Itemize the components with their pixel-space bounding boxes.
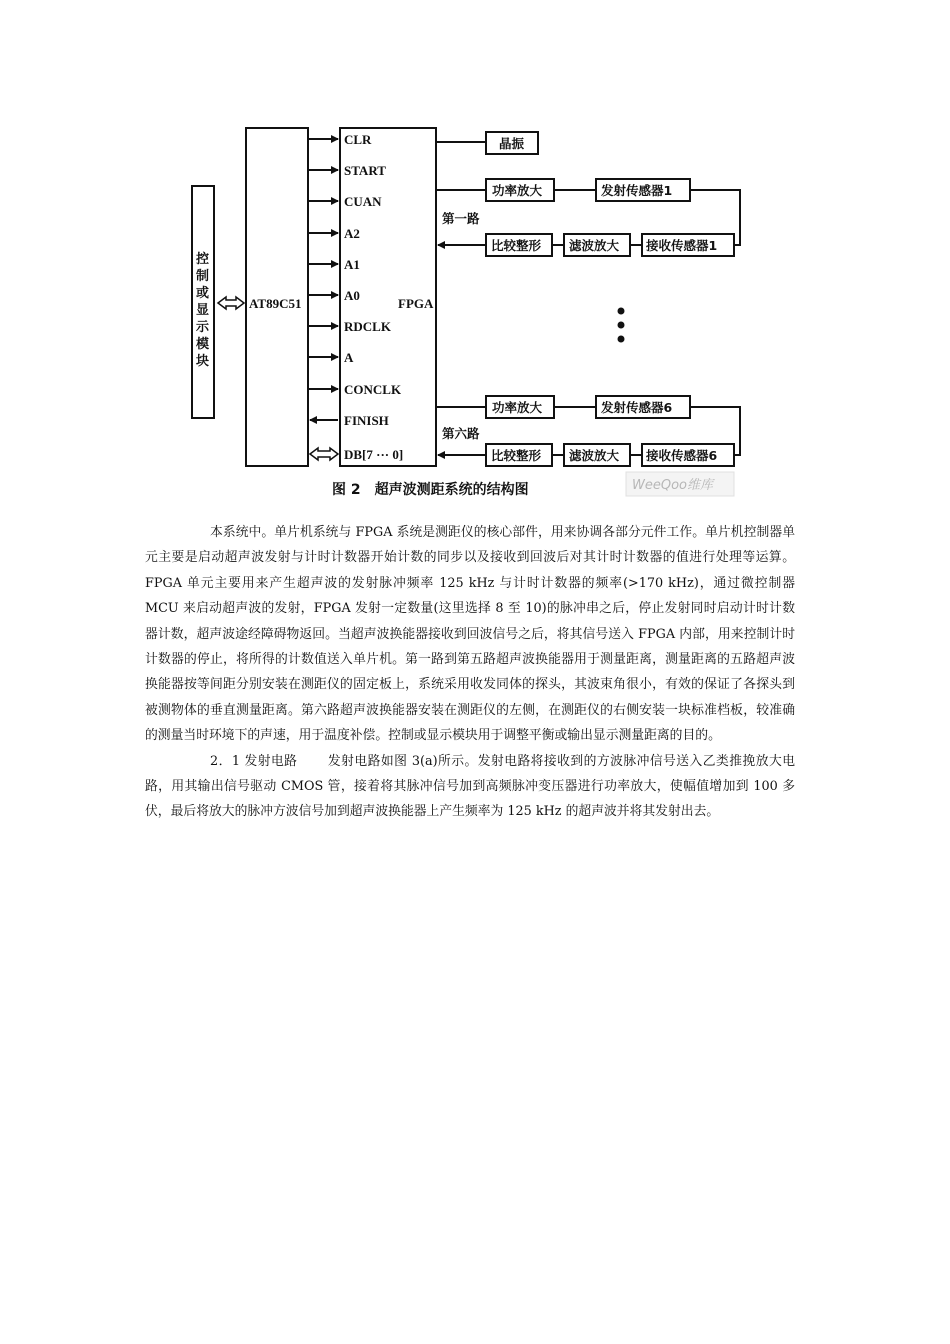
section-heading: 2．1 发射电路 [210,753,298,769]
pin-label: CLR [344,132,372,147]
ch1-transmit-sensor: 发射传感器1 [601,183,673,198]
channel-ellipsis [618,308,625,343]
watermark-text: WeeQoo维库 [632,478,713,493]
pin-label: CUAN [344,194,382,209]
db-bus-arrow [310,448,338,460]
mcu-block [246,128,308,466]
crystal-label: 晶振 [499,136,525,151]
ch6-compare-shape: 比较整形 [491,448,542,463]
article-body [145,520,795,825]
control-display-module [192,186,214,418]
ch6-power-amp: 功率放大 [492,400,543,415]
system-structure-figure [180,120,760,510]
ch1-filter-amp: 滤波放大 [569,238,620,253]
ch1-compare-shape: 比较整形 [491,238,542,253]
channel-1-label: 第一路 [442,211,480,226]
pin-label: RDCLK [344,319,391,334]
pin-label: A [344,350,354,365]
ch6-transmit-sensor: 发射传感器6 [601,400,673,415]
paragraph: 本系统中。单片机系统与 FPGA 系统是测距仪的核心部件，用来协调各部分元件工作。单片机控制器单元主要是启动超声波发射与计时计数器开始计数的同步以及接收到回波后对其计时计数器的值进行处理等运算。FPGA 单元主要用来产生超声波的发射脉冲频率 125 kHz 与计时计数器的频率(>170 kHz)，通过微控制器 MCU 来启动超声波的发射，FPGA 发射一定数量(这里选择 8 至 10)的脉冲串之后，停止发射同时启动计时计数器计数，超声波途经障碍物返回。当超声波换能器接收到回波信号之后，将其信号送入 FPGA 内部，用来控制计时计数器的停止，将所得的计数值送入单片机。第一路到第五路超声波换能器用于测量距离，测量距离的五路超声波换能器按等间距分别安装在测距仪的固定板上，系统采用收发同体的探头，其波束角很小，有效的保证了各探头到被测物体的垂直测量距离。第六路超声波换能器安装在测距仪的左侧，在测距仪的右侧安装一块标准档板，较准确的测量当时环境下的声速，用于温度补偿。控制或显示模块用于调整平衡或输出显示测量距离的目的。 [145,525,795,744]
bus-double-arrow-left [218,297,244,309]
mcu-label: AT89C51 [249,296,302,311]
pin-label: CONCLK [344,382,402,397]
pin-label: FINISH [344,413,389,428]
ch6-filter-amp: 滤波放大 [569,448,620,463]
crystal-oscillator [436,132,538,154]
figure-caption: 图 2 超声波测距系统的结构图 [332,482,529,498]
ch1-power-amp: 功率放大 [492,183,543,198]
channel-6 [436,396,740,466]
channel-1 [436,179,740,256]
pin-label: A1 [344,257,360,272]
pin-label: A2 [344,226,360,241]
paragraph [145,749,795,825]
control-display-label: 控 制 或 显 示 模 块 [196,252,210,369]
channel-6-label: 第六路 [442,426,480,441]
pin-label: DB[7 ··· 0] [344,447,404,462]
fpga-label: FPGA [398,296,434,311]
ch1-receive-sensor: 接收传感器1 [646,238,718,253]
pin-label: START [344,163,386,178]
watermark-logo [626,472,734,496]
ch6-receive-sensor: 接收传感器6 [646,448,718,463]
paragraph-text: 发射电路如图 3(a)所示。发射电路将接收到的方波脉冲信号送入乙类推挽放大电路，用其输出信号驱动 CMOS 管，接着将其脉冲信号加到高频脉冲变压器进行功率放大，使幅值增加到 100 多伏，最后将放大的脉冲方波信号加到超声波换能器上产生频率为 125 kHz 的超声波并将其发射出去。 [145,753,796,820]
pin-label: A0 [344,288,360,303]
